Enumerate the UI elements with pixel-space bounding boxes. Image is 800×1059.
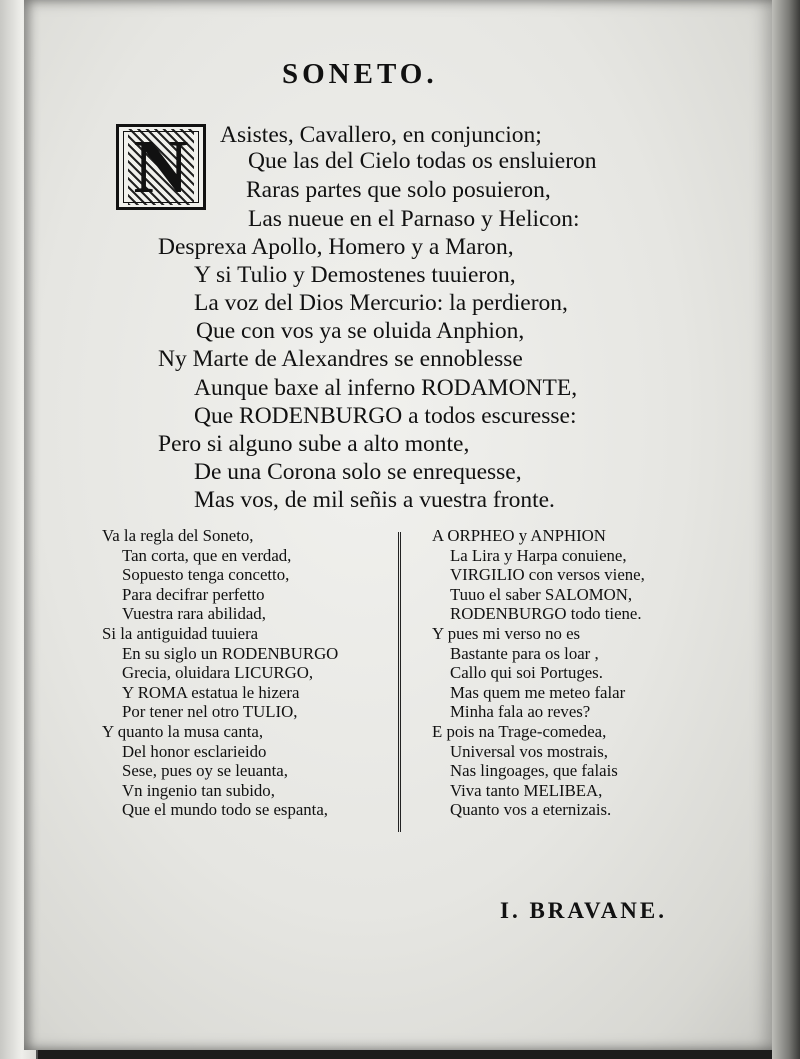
left-verse-line: Grecia, oluidara LICURGO,: [122, 663, 314, 683]
left-verse-line: Va la regla del Soneto,: [102, 526, 254, 545]
sonnet-line: Asistes, Cavallero, en conjuncion;: [220, 122, 542, 148]
left-verse-line: Sese, pues oy se leuanta,: [122, 761, 288, 781]
sonnet-line: Que las del Cielo todas os ensluieron: [248, 148, 597, 174]
right-binding-shadow: [772, 0, 800, 1059]
sonnet-line: Y si Tulio y Demostenes tuuieron,: [194, 262, 516, 288]
sonnet-line: La voz del Dios Mercurio: la perdieron,: [194, 290, 568, 316]
initial-letter: N: [128, 129, 195, 205]
sonnet-line: Ny Marte de Alexandres se ennoblesse: [158, 346, 523, 372]
right-verse-line: VIRGILIO con versos viene,: [450, 565, 645, 585]
right-verse-line: Bastante para os loar ,: [450, 643, 599, 663]
left-verse-line: Y ROMA estatua le hizera: [122, 682, 300, 702]
sonnet-line: Desprexa Apollo, Homero y a Maron,: [158, 234, 514, 260]
right-verse-line: Viva tanto MELIBEA,: [450, 780, 603, 800]
sonnet-line: Que con vos ya se oluida Anphion,: [196, 318, 525, 344]
left-verse-line: Vuestra rara abilidad,: [122, 604, 266, 624]
right-verse-line: A ORPHEO y ANPHION: [432, 526, 606, 545]
sonnet-line: De una Corona solo se enrequesse,: [194, 459, 522, 485]
right-verse-line: Mas quem me meteo falar: [450, 682, 626, 702]
sonnet-line: Raras partes que solo posuieron,: [246, 177, 551, 203]
right-verse-line: La Lira y Harpa conuiene,: [450, 545, 627, 565]
page-title: SONETO.: [282, 58, 438, 90]
right-verse-line: E pois na Trage-comedea,: [432, 722, 607, 741]
decorated-initial: [116, 124, 206, 210]
left-verse-line: Que el mundo todo se espanta,: [122, 800, 328, 820]
sonnet-line: Mas vos, de mil señis a vuestra fronte.: [194, 487, 555, 513]
right-verse-line: Quanto vos a eternizais.: [450, 800, 612, 820]
left-verse-line: Y quanto la musa canta,: [102, 722, 264, 741]
left-verse-line: En su siglo un RODENBURGO: [122, 643, 339, 663]
left-verse-line: Del honor esclarieido: [122, 741, 267, 761]
sonnet-line: Aunque baxe al inferno RODAMONTE,: [194, 375, 578, 401]
sonnet-line: Que RODENBURGO a todos escuresse:: [194, 403, 577, 429]
right-verse-line: RODENBURGO todo tiene.: [450, 604, 642, 624]
left-verse-line: Sopuesto tenga concetto,: [122, 565, 290, 585]
right-verse-line: Y pues mi verso no es: [432, 624, 581, 643]
signature: I. BRAVANE.: [500, 898, 668, 923]
left-verse-line: Tan corta, que en verdad,: [122, 545, 292, 565]
left-verse-line: Por tener nel otro TULIO,: [122, 702, 298, 722]
sonnet-line: Pero si alguno sube a alto monte,: [158, 431, 470, 457]
left-verse-line: Si la antiguidad tuuiera: [102, 624, 259, 643]
right-verse-line: Nas lingoages, que falais: [450, 761, 618, 781]
left-verse-line: Vn ingenio tan subido,: [122, 780, 275, 800]
right-verse-line: Tuuo el saber SALOMON,: [450, 584, 633, 604]
column-divider: [398, 532, 401, 832]
right-verse-line: Minha fala ao reves?: [450, 702, 591, 722]
left-verse-line: Para decifrar perfetto: [122, 584, 265, 604]
right-verse-line: Callo qui soi Portuges.: [450, 663, 603, 683]
sonnet-line: Las nueue en el Parnaso y Helicon:: [248, 206, 580, 232]
right-verse-line: Universal vos mostrais,: [450, 741, 609, 761]
